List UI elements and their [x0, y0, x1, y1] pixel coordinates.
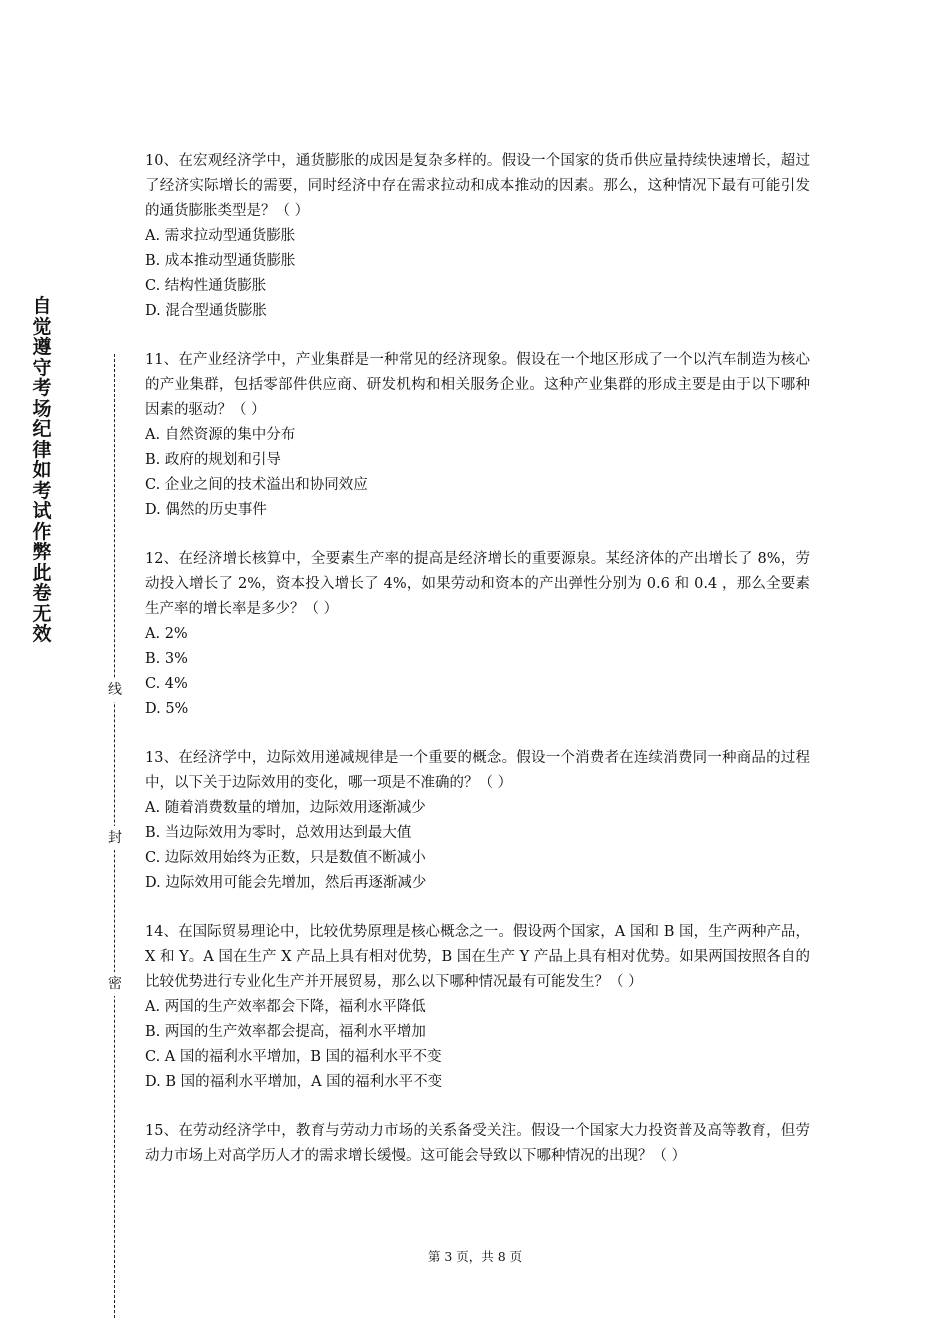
option-d: D. 5%: [145, 701, 189, 717]
option-c: C. 结构性通货膨胀: [145, 278, 267, 294]
option-a: A. 需求拉动型通货膨胀: [145, 228, 296, 244]
question-stem: 11、在产业经济学中，产业集群是一种常见的经济现象。假设在一个地区形成了一个以汽车制造为核心的产业集群，包括零部件供应商、研发机构和相关服务企业。这种产业集群的形成主要是由于以下哪种因素的驱动？（ ）: [145, 352, 810, 418]
question-10: [145, 149, 810, 324]
option-c: C. 企业之间的技术溢出和协同效应: [145, 477, 368, 493]
option-a: A. 自然资源的集中分布: [145, 427, 296, 443]
binding-label-line: 线: [106, 678, 124, 702]
question-14: [145, 920, 810, 1095]
binding-label-seal: 封: [106, 826, 124, 850]
option-c: C. 边际效用始终为正数，只是数值不断减小: [145, 850, 426, 866]
option-d: D. 混合型通货膨胀: [145, 303, 267, 319]
question-stem: 10、在宏观经济学中，通货膨胀的成因是复杂多样的。假设一个国家的货币供应量持续快速增长，超过了经济实际增长的需要，同时经济中存在需求拉动和成本推动的因素。那么，这种情况下最有可能引发的通货膨胀类型是？（ ）: [145, 153, 810, 219]
option-b: B. 当边际效用为零时，总效用达到最大值: [145, 825, 412, 841]
option-a: A. 两国的生产效率都会下降，福利水平降低: [145, 999, 426, 1015]
question-stem: 14、在国际贸易理论中，比较优势原理是核心概念之一。假设两个国家，A 国和 B 国，生产两种产品，X 和 Y。A 国在生产 X 产品上具有相对优势，B 国在生产 Y 产品上具有相对优势。如果两国按照各自的比较优势进行专业化生产并开展贸易，那么以下哪种情况最有可能发生？（ ）: [145, 924, 810, 990]
option-d: D. B 国的福利水平增加，A 国的福利水平不变: [145, 1074, 443, 1090]
page-number-footer: 第 3 页，共 8 页: [427, 1249, 523, 1264]
option-c: C. A 国的福利水平增加，B 国的福利水平不变: [145, 1049, 442, 1065]
option-a: A. 2%: [145, 626, 188, 642]
question-stem: 13、在经济学中，边际效用递减规律是一个重要的概念。假设一个消费者在连续消费同一种商品的过程中，以下关于边际效用的变化，哪一项是不准确的？（ ）: [145, 750, 810, 791]
question-11: [145, 348, 810, 523]
question-12: [145, 547, 810, 722]
option-b: B. 成本推动型通货膨胀: [145, 253, 296, 269]
question-stem: 12、在经济增长核算中，全要素生产率的提高是经济增长的重要源泉。某经济体的产出增长了 8%，劳动投入增长了 2%，资本投入增长了 4%，如果劳动和资本的产出弹性分别为 0.6 和 0.4 ，那么全要素生产率的增长率是多少？（ ）: [145, 551, 810, 617]
option-b: B. 两国的生产效率都会提高，福利水平增加: [145, 1024, 426, 1040]
question-list: [145, 149, 810, 1193]
question-stem: 15、在劳动经济学中，教育与劳动力市场的关系备受关注。假设一个国家大力投资普及高等教育，但劳动力市场上对高学历人才的需求增长缓慢。这可能会导致以下哪种情况的出现？（ ）: [145, 1123, 810, 1164]
binding-label-secret: 密: [106, 972, 124, 996]
question-15: [145, 1119, 810, 1169]
option-b: B. 3%: [145, 651, 188, 667]
option-c: C. 4%: [145, 676, 188, 692]
exam-discipline-notice: 自觉遵守考场纪律如考试作弊此卷无效: [32, 295, 52, 645]
option-d: D. 偶然的历史事件: [145, 502, 267, 518]
option-b: B. 政府的规划和引导: [145, 452, 281, 468]
option-d: D. 边际效用可能会先增加，然后再逐渐减少: [145, 875, 427, 891]
question-13: [145, 746, 810, 896]
option-a: A. 随着消费数量的增加，边际效用逐渐减少: [145, 800, 426, 816]
